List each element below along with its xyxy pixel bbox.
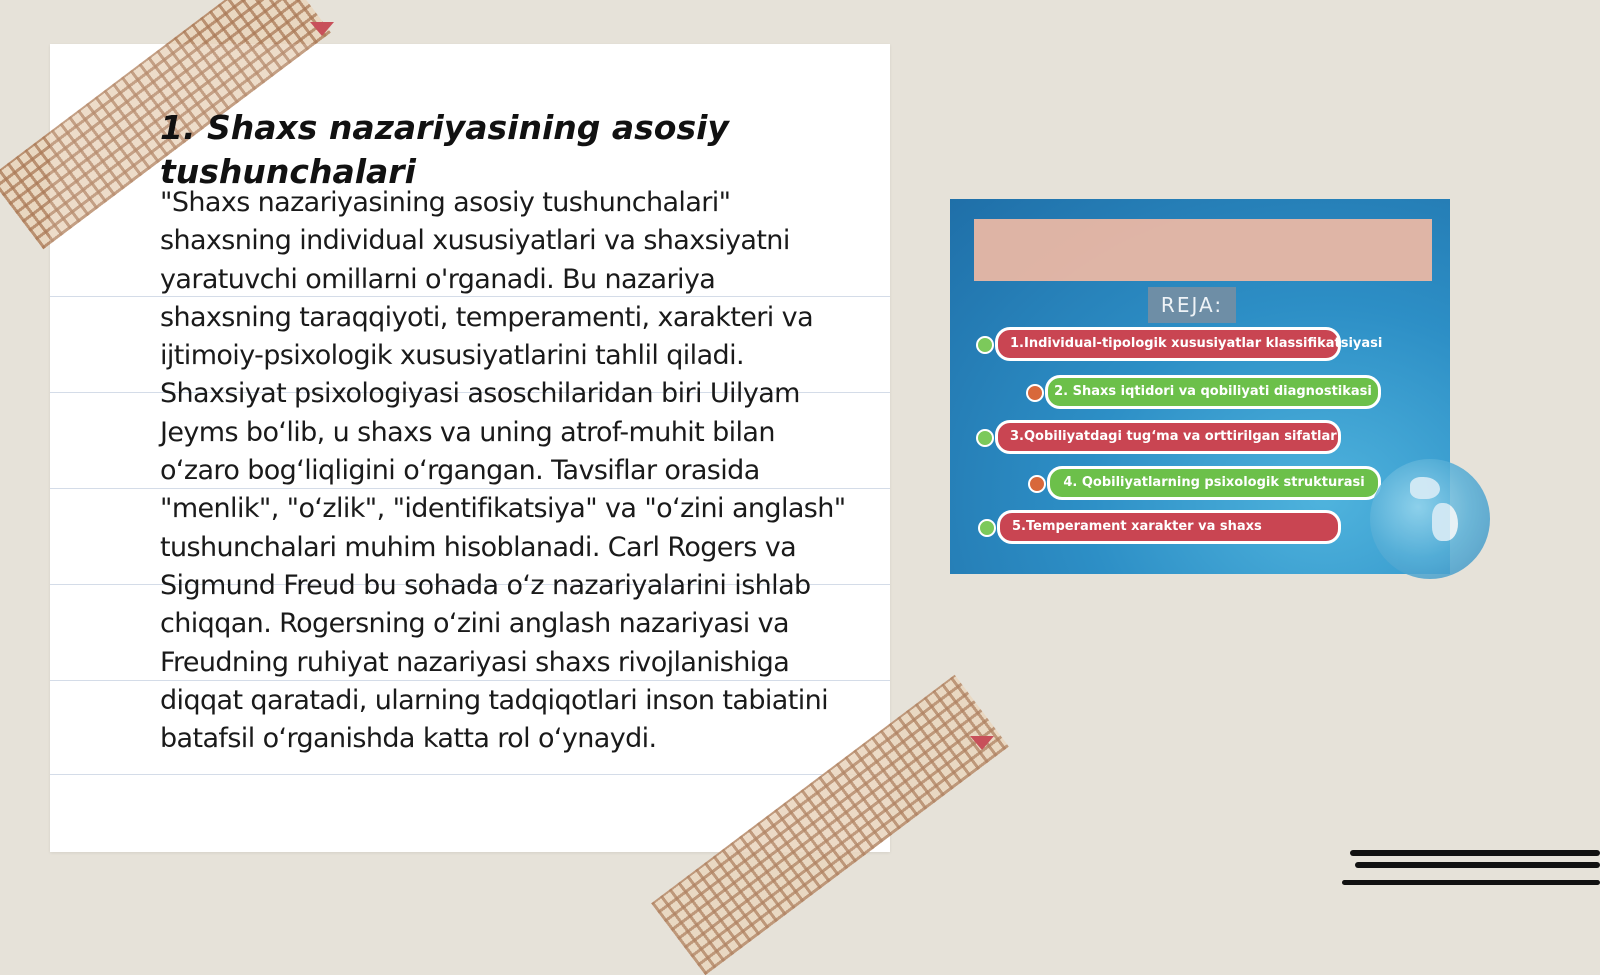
- body-paragraph: "Shaxs nazariyasining asosiy tushunchalari" shaxsning individual xususiyatlari va shaxsiyatni yaratuvchi omillarni o'rganadi. Bu nazariya shaxsning taraqqiyoti, temperamenti, xarakteri va ijtimoiy-psixologik xususiyatlarini tahlil qiladi. Shaxsiyat psixologiyasi asoschilaridan biri Uilyam Jeyms bo‘lib, u shaxs va uning atrof-muhit bilan o‘zaro bog‘liqligini o‘rgangan. Tavsiflar orasida "menlik", "o‘zlik", "identifikatsiya" va "o‘zini anglash" tushunchalari muhim hisoblanadi. Carl Rogers va Sigmund Freud bu sohada o‘z nazariyalarini ishlab chiqqan. Rogersning o‘zini anglash nazariyasi va Freudning ruhiyat nazariyasi shaxs rivojlanishiga diqqat qaratadi, ularning tadqiqotlari inson tabiatini batafsil o‘rganishda katta rol o‘ynaydi.: [160, 187, 846, 755]
- plan-item-3: 3.Qobiliyatdagi tug‘ma va orttirilgan sifatlar: [995, 420, 1341, 454]
- slide-thumbnail-image: [950, 199, 1450, 574]
- plan-item-2: 2. Shaxs iqtidori va qobiliyati diagnostikasi: [1045, 375, 1381, 409]
- slide-header-banner: [974, 219, 1432, 281]
- bullet-dot-orange: [1028, 475, 1046, 493]
- brush-stroke-line: [1342, 880, 1600, 885]
- bullet-dot-green: [976, 429, 994, 447]
- reja-label: REJA:: [1148, 287, 1236, 323]
- paper-rule-line: [50, 774, 890, 775]
- globe-land-shape: [1410, 477, 1440, 499]
- tape-pin-top: [310, 22, 334, 36]
- brush-stroke-line: [1350, 850, 1600, 856]
- bullet-dot-orange: [1026, 384, 1044, 402]
- bullet-dot-green: [976, 336, 994, 354]
- globe-land-shape: [1432, 503, 1458, 541]
- tape-pin-bottom: [970, 736, 994, 750]
- plan-item-5: 5.Temperament xarakter va shaxs: [997, 510, 1341, 544]
- globe-icon: [1370, 459, 1490, 579]
- plan-item-1: 1.Individual-tipologik xususiyatlar klassifikatsiyasi: [995, 327, 1341, 361]
- bullet-dot-green: [978, 519, 996, 537]
- brush-stroke-line: [1355, 862, 1600, 868]
- page-title: 1. Shaxs nazariyasining asosiy tushunchalari: [160, 108, 729, 191]
- plan-item-4: 4. Qobiliyatlarning psixologik strukturasi: [1047, 466, 1381, 500]
